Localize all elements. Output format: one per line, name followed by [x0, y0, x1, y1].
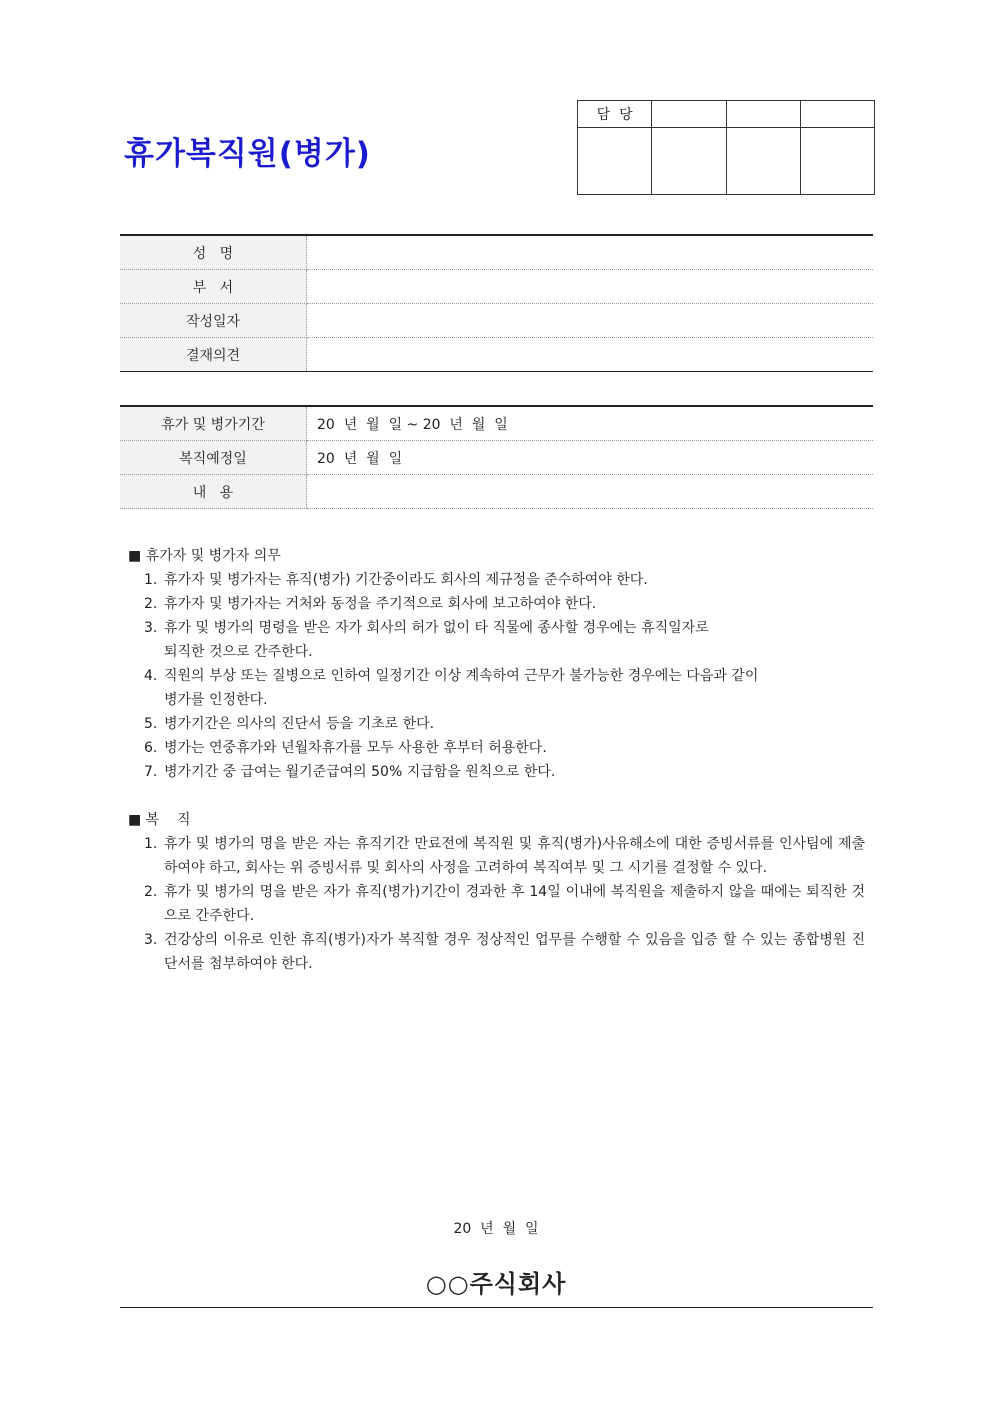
list-item: 1. 휴가 및 병가의 명을 받은 자는 휴직기간 만료전에 복직원 및 휴직(병가)사유해소에 대한 증빙서류를 인사팀에 제출하여야 하고, 회사는 위 증빙서류 및 회사의 사정을 고려하여 복직여부 및 그 시기를 결정할 수 있다.: [144, 836, 865, 876]
table-row: [120, 304, 873, 338]
approval-header-cell: [800, 101, 874, 128]
leave-period-label: 휴가 및 병가기간: [120, 406, 307, 441]
return-date-field[interactable]: 20 년 월 일: [307, 441, 874, 475]
table-row: [120, 406, 873, 441]
company-name: ○○주식회사: [425, 1270, 567, 1298]
list-item: 2. 휴가 및 병가의 명을 받은 자가 휴직(병가)기간이 경과한 후 14일 이내에 복직원을 제출하지 않을 때에는 퇴직한 것으로 간주한다.: [144, 884, 865, 924]
content-field[interactable]: [307, 475, 874, 509]
approval-sign-cell[interactable]: [726, 128, 800, 195]
written-date-label: 작성일자: [120, 304, 307, 338]
approval-sign-cell[interactable]: [578, 128, 652, 195]
leave-period-field[interactable]: 20 년 월 일 ~ 20 년 월 일: [307, 406, 874, 441]
approval-header-label: 담 당: [578, 101, 652, 128]
list-item: 3. 휴가 및 병가의 명령을 받은 자가 회사의 허가 없이 타 직물에 종사할 경우에는 휴직일자로 퇴직한 것으로 간주한다.: [144, 620, 709, 660]
department-label: 부 서: [120, 270, 307, 304]
approval-sign-cell[interactable]: [800, 128, 874, 195]
section-heading: ■ 휴가자 및 병가자 의무: [128, 548, 281, 564]
section-heading: ■ 복 직: [128, 812, 191, 828]
divider: [120, 1307, 873, 1308]
table-row: [120, 270, 873, 304]
reinstatement-section: [128, 808, 865, 976]
written-date-field[interactable]: [307, 304, 874, 338]
approval-header-cell: [652, 101, 726, 128]
name-field[interactable]: [307, 235, 874, 270]
list-item: 1. 휴가자 및 병가자는 휴직(병가) 기간중이라도 회사의 제규정을 준수하여야 한다.: [144, 572, 648, 588]
content-label: 내 용: [120, 475, 307, 509]
name-label: 성 명: [120, 235, 307, 270]
approval-opinion-field[interactable]: [307, 338, 874, 372]
applicant-info-table: [120, 234, 873, 372]
date-line[interactable]: 20 년 월 일: [453, 1221, 539, 1237]
approval-header-cell: [726, 101, 800, 128]
list-item: 7. 병가기간 중 급여는 월기준급여의 50% 지급함을 원칙으로 한다.: [144, 764, 556, 780]
leave-info-table: [120, 405, 873, 509]
table-row: [120, 235, 873, 270]
list-item: 4. 직원의 부상 또는 질병으로 인하여 일정기간 이상 계속하여 근무가 불가능한 경우에는 다음과 같이 병가를 인정한다.: [144, 668, 759, 708]
table-row: [120, 338, 873, 372]
list-item: 3. 건강상의 이유로 인한 휴직(병가)자가 복직할 경우 정상적인 업무를 수행할 수 있음을 입증 할 수 있는 종합병원 진단서를 첨부하여야 한다.: [144, 932, 865, 972]
table-row: [120, 441, 873, 475]
approval-opinion-label: 결재의견: [120, 338, 307, 372]
return-date-label: 복직예정일: [120, 441, 307, 475]
table-row: [120, 475, 873, 509]
obligations-section: [128, 544, 873, 784]
approval-sign-cell[interactable]: [652, 128, 726, 195]
department-field[interactable]: [307, 270, 874, 304]
page-title: 휴가복직원(병가): [124, 136, 371, 172]
list-item: 6. 병가는 연중휴가와 년월차휴가를 모두 사용한 후부터 허용한다.: [144, 740, 547, 756]
list-item: 2. 휴가자 및 병가자는 거처와 동정을 주기적으로 회사에 보고하여야 한다.: [144, 596, 597, 612]
approval-box: [577, 100, 875, 195]
list-item: 5. 병가기간은 의사의 진단서 등을 기초로 한다.: [144, 716, 435, 732]
